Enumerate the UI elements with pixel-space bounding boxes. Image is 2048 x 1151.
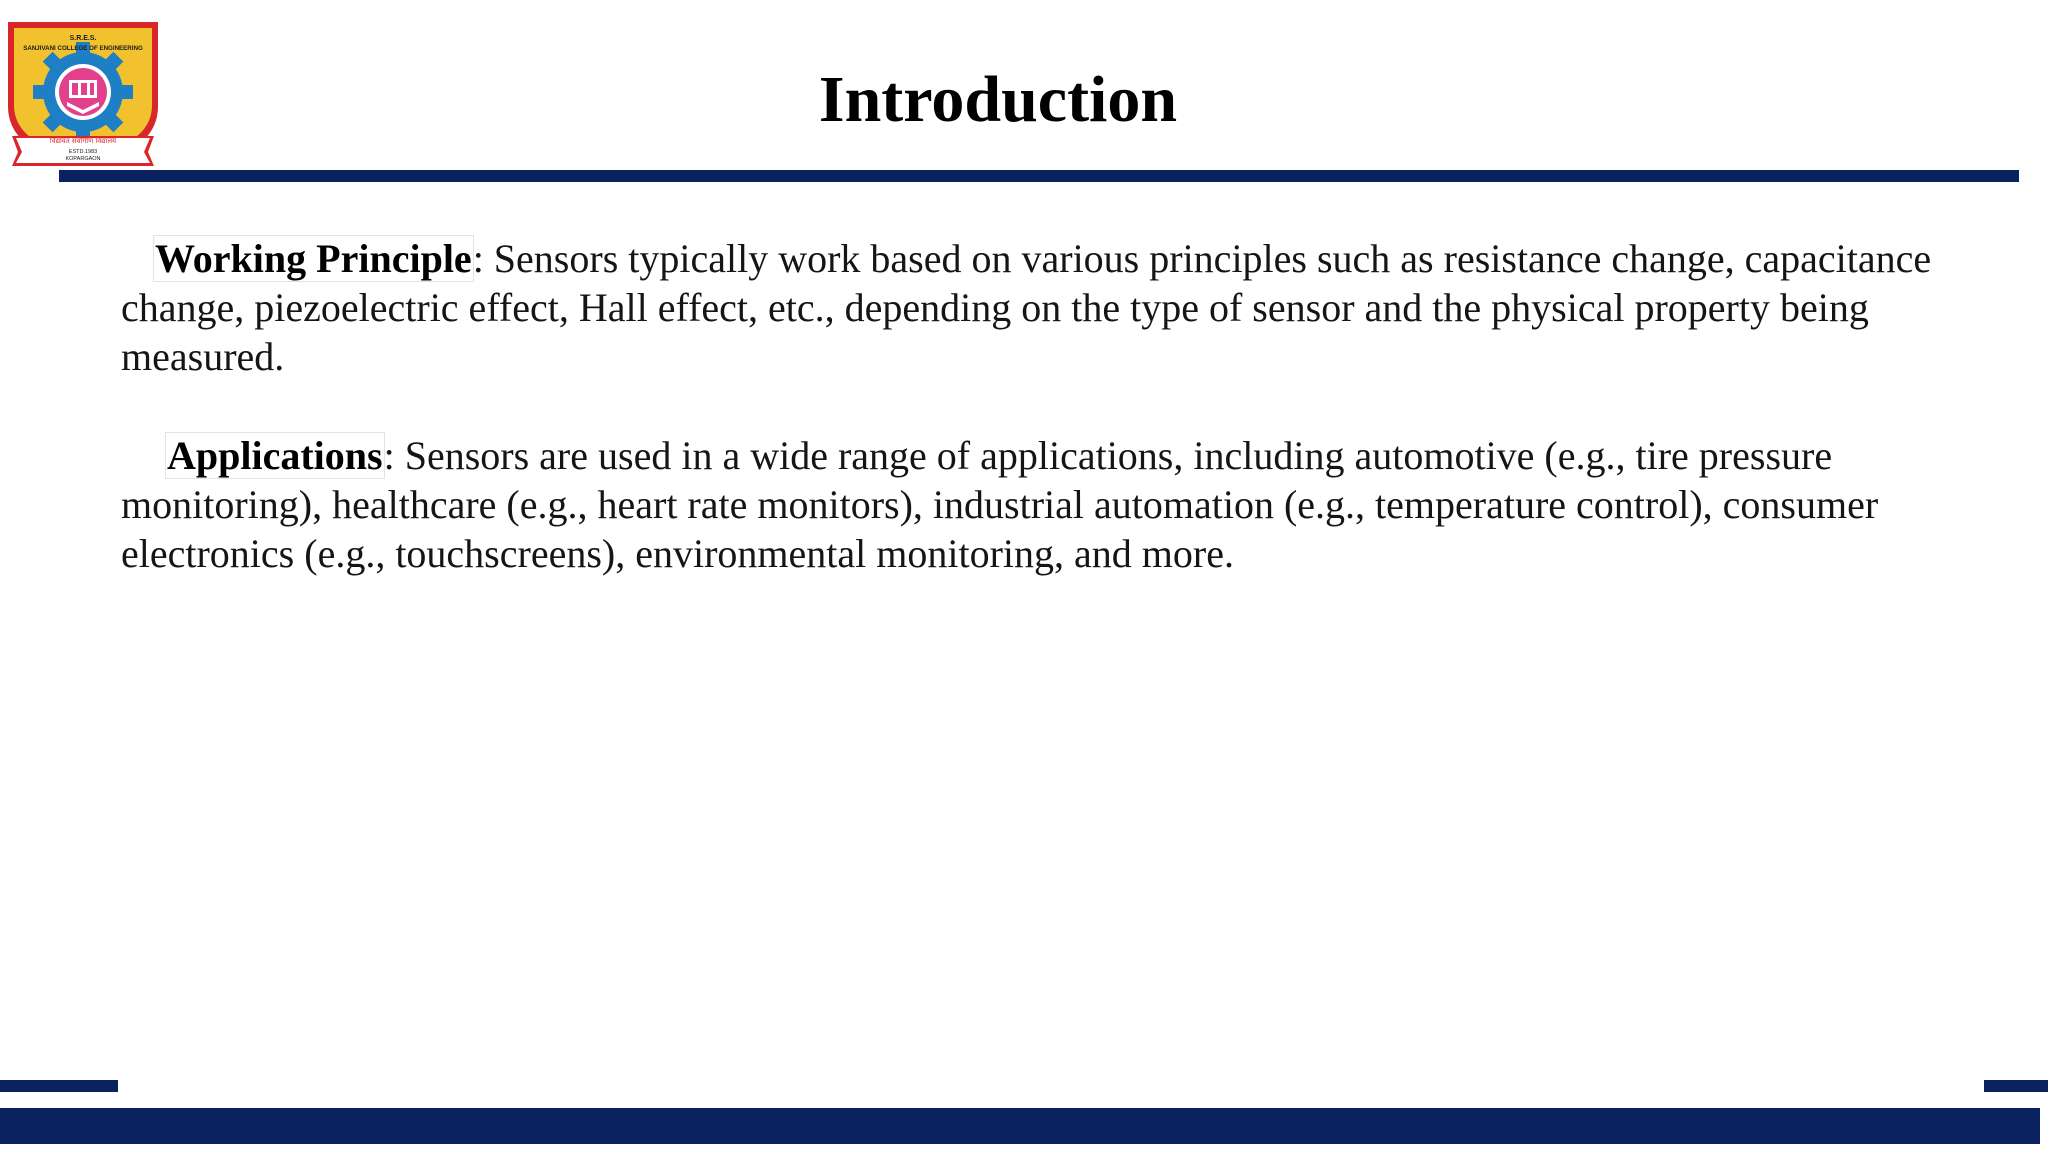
footer-right-accent bbox=[1984, 1080, 2048, 1092]
footer-bar bbox=[0, 1108, 2040, 1144]
applications-term: Applications bbox=[167, 433, 383, 478]
logo-top-text: S.R.E.S. bbox=[69, 35, 97, 42]
logo-motto: विद्यावंत सर्वांगीण विद्यालय bbox=[49, 137, 117, 145]
working-principle-term: Working Principle bbox=[155, 236, 472, 281]
title-divider bbox=[59, 170, 2019, 182]
logo-location: KOPARGAON bbox=[65, 156, 101, 162]
applications-paragraph bbox=[121, 431, 1961, 578]
footer-left-accent bbox=[0, 1080, 118, 1092]
logo-established: ESTD.1983 bbox=[68, 149, 98, 155]
slide-title: Introduction bbox=[818, 63, 1178, 136]
working-principle-paragraph bbox=[121, 234, 1961, 381]
logo-college-name: SANJIVANI COLLEGE OF ENGINEERING bbox=[23, 45, 143, 52]
working-principle-text: : Sensors typically work based on various principles such as resistance change, capacitance change, piezoelectric effect, Hall effect, etc., depending on the type of sensor and the physical property being measured. bbox=[121, 236, 1932, 379]
applications-text: : Sensors are used in a wide range of applications, including automotive (e.g., tire pressure monitoring), healthcare (e.g., heart rate monitors), industrial automation (e.g., temperature control), consumer electronics (e.g., touchscreens), environmental monitoring, and more. bbox=[121, 433, 1879, 576]
